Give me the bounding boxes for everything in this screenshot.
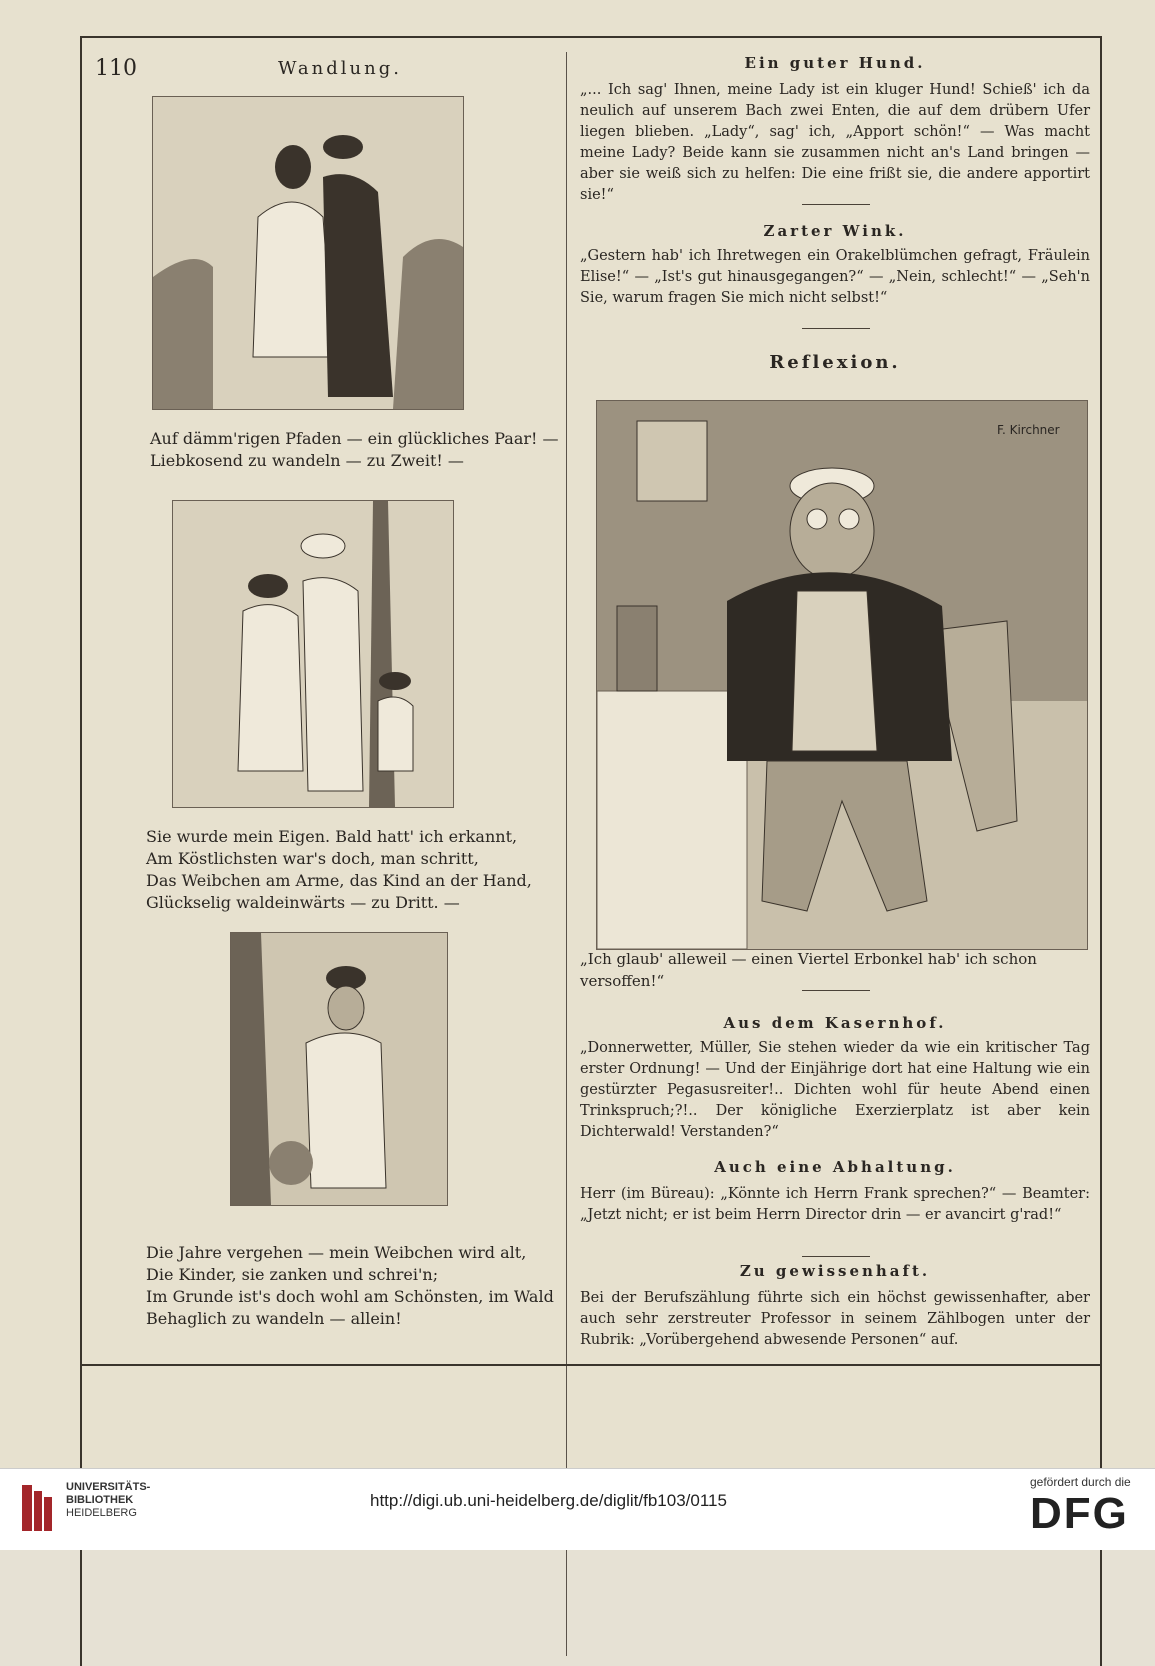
footer-bar	[0, 1468, 1155, 1550]
border-right	[1100, 36, 1102, 1666]
verse-line: Die Jahre vergehen — mein Weibchen wird alt,	[146, 1243, 527, 1262]
illustration-couple	[152, 96, 464, 410]
text-ein-guter-hund: „... Ich sag' Ihnen, meine Lady ist ein kluger Hund! Schieß' ich da neulich auf unserem Bach zwei Enten, die auf dem drübern Ufer liegen blieben. „Lady“, sag' ich, „Apport schön!“ — Was macht meine Lady? Beide kann sie zusammen nicht an's Land bringen — aber sie weiß sich zu helfen: Die eine frißt sie, die andere apportirt sie!“	[580, 82, 1090, 203]
library-logo-icon	[20, 1483, 58, 1533]
text-zarter-wink: „Gestern hab' ich Ihretwegen ein Orakelblümchen gefragt, Fräulein Elise!“ — „Ist's gut hinausgegangen?“ — „Nein, schlecht!“ — „Seh'n Sie, warum fragen Sie mich nicht selbst!“	[580, 248, 1090, 306]
verse-line: Behaglich zu wandeln — allein!	[146, 1309, 402, 1328]
verse-two	[146, 826, 532, 914]
heading-auch-eine-abhaltung: Auch eine Abhaltung.	[714, 1158, 956, 1176]
border-top	[80, 36, 1102, 38]
text-auch-eine-abhaltung: Herr (im Büreau): „Könnte ich Herrn Frank sprechen?“ — Beamter: „Jetzt nicht; er ist beim Herrn Director drin — er avancirt g'rad!“	[580, 1186, 1090, 1223]
heading-aus-dem-kasernhof: Aus dem Kasernhof.	[723, 1014, 947, 1032]
verse-line: Liebkosend zu wandeln — zu Zweit! —	[150, 451, 464, 470]
library-line: UNIVERSITÄTS-	[66, 1481, 151, 1493]
illustration-family	[172, 500, 454, 808]
sponsor-text: gefördert durch die	[1030, 1475, 1131, 1489]
border-bottom	[80, 1364, 1102, 1366]
heading-reflexion: Reflexion.	[769, 352, 901, 373]
illustration-old-man	[230, 932, 448, 1206]
column-divider	[566, 52, 567, 1656]
heading-zarter-wink: Zarter Wink.	[763, 222, 907, 240]
section-divider	[802, 1256, 870, 1257]
section-divider	[802, 204, 870, 205]
library-line: HEIDELBERG	[66, 1507, 137, 1519]
caption-reflexion: „Ich glaub' alleweil — einen Viertel Erbonkel hab' ich schon versoffen!“	[580, 950, 1037, 990]
verse-line: Das Weibchen am Arme, das Kind an der Hand,	[146, 871, 532, 890]
verse-line: Sie wurde mein Eigen. Bald hatt' ich erkannt,	[146, 827, 518, 846]
text-aus-dem-kasernhof: „Donnerwetter, Müller, Sie stehen wieder da wie ein kritischer Tag erster Ordnung! — Und der Einjährige dort hat eine Haltung wie ein gestürzter Pegasusreiter!.. Dichten wohl für heute Abend einen Trinkspruch;?!.. Der königliche Exerzierplatz ist aber kein Dichterwald! Verstanden?“	[580, 1040, 1090, 1140]
text-zu-gewissenhaft: Bei der Berufszählung führte sich ein höchst gewissenhafter, aber auch sehr zerstreuter Professor in seinem Zählbogen unter der Rubrik: „Vorübergehend abwesende Personen“ auf.	[580, 1290, 1090, 1348]
permalink[interactable]: http://digi.ub.uni-heidelberg.de/diglit/fb103/0115	[370, 1491, 727, 1510]
section-divider	[802, 990, 870, 991]
page-number: 110	[95, 56, 137, 81]
heading-zu-gewissenhaft: Zu gewissenhaft.	[739, 1262, 931, 1280]
verse-line: Auf dämm'rigen Pfaden — ein glückliches Paar! —	[150, 429, 559, 448]
verse-three	[146, 1242, 554, 1330]
dfg-logo: DFG	[1030, 1489, 1129, 1538]
illustration-reflexion	[596, 400, 1088, 950]
verse-one	[150, 428, 559, 472]
running-title: Wandlung.	[278, 58, 402, 79]
section-divider	[802, 328, 870, 329]
border-left	[80, 36, 82, 1666]
artist-signature: F. Kirchner	[997, 423, 1060, 437]
library-name	[66, 1481, 150, 1520]
verse-line: Die Kinder, sie zanken und schrei'n;	[146, 1265, 439, 1284]
verse-line: Im Grunde ist's doch wohl am Schönsten, im Wald	[146, 1287, 554, 1306]
verse-line: Am Köstlichsten war's doch, man schritt,	[146, 849, 479, 868]
verse-line: Glückselig waldeinwärts — zu Dritt. —	[146, 893, 460, 912]
heading-ein-guter-hund: Ein guter Hund.	[744, 54, 926, 72]
library-line: BIBLIOTHEK	[66, 1494, 134, 1506]
